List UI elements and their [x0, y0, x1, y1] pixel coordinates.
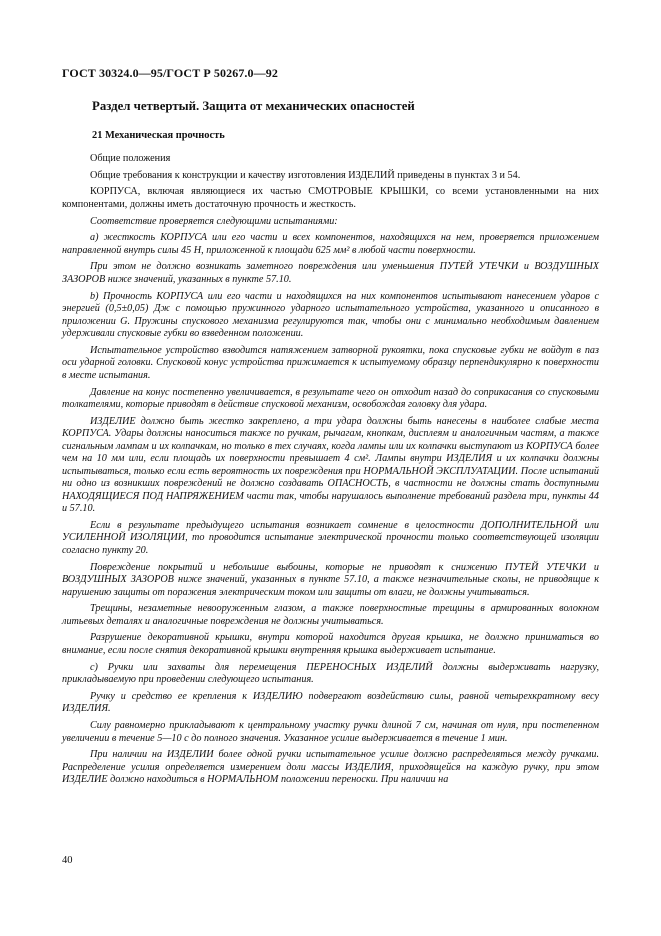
page-number: 40: [62, 855, 73, 866]
paragraph-cone-pressure: Давление на конус постепенно увеличивается, в результате чего он отходит назад до соприкасания со спусковыми толкателями, которые приводят в действие спусковой механизм, освобождая головку для удара.: [62, 386, 599, 410]
paragraph-compliance: Соответствие проверяется следующими испытаниями:: [90, 215, 338, 227]
paragraph-impact-test: b) Прочность КОРПУСА или его части и находящихся на них компонентов испытывают нанесением ударов с энергией (0,5±0,05) Дж с помощью пружинного ударного испытательного устройства, указанного и описанного в приложении G. Пружины спускового механизма регулируются так, чтобы они с минимально необходимым давлением удерживали спусковые губки во взведенном положении.: [62, 290, 599, 340]
paragraph-multiple-handles: При наличии на ИЗДЕЛИИ более одной ручки испытательное усилие должно распределяться между ручками. Распределение усилия определяется измерением доли массы ИЗДЕЛИЯ, приходящейся на каждую ручку, при этом ИЗДЕЛИЕ должно находиться в НОРМАЛЬНОМ положении переноски. При наличии на: [62, 749, 599, 786]
subsection-title: 21 Механическая прочность: [92, 130, 225, 141]
page-header: ГОСТ 30324.0—95/ГОСТ Р 50267.0—92: [62, 66, 278, 80]
paragraph-handles: c) Ручки или захваты для перемещения ПЕРЕНОСНЫХ ИЗДЕЛИЙ должны выдерживать нагрузку, прикладываемую при проведении следующего испытания.: [62, 661, 599, 686]
paragraph-test-device: Испытательное устройство взводится натяжением затворной рукоятки, пока спусковые губки не войдут в паз оси ударной головки. Спусковой конус устройства прижимается к испытуемому образцу перпендикулярно к поверхности в месте испытания.: [62, 344, 599, 381]
paragraph-decorative-cover: Разрушение декоративной крышки, внутри которой находится другая крышка, не должно приниматься во внимание, если после снятия декоративной крышки внутренняя крышка выдерживает испытание.: [62, 632, 599, 656]
paragraph-general-heading: Общие положения: [90, 153, 171, 164]
section-title: Раздел четвертый. Защита от механических опасностей: [92, 99, 415, 113]
paragraph-force-applied: Силу равномерно прикладывают к центральному участку ручки длиной 7 см, начиная от нуля, при постепенном увеличении в течение 5—10 с до полного значения. Указанное усилие выдерживается в течение 1 мин.: [62, 720, 599, 744]
paragraph-enclosures: КОРПУСА, включая являющиеся их частью СМОТРОВЫЕ КРЫШКИ, со всеми установленными на них компонентами, должны иметь достаточную прочность и жесткость.: [62, 186, 599, 210]
paragraph-rigidity-result: При этом не должно возникать заметного повреждения или уменьшения ПУТЕЙ УТЕЧКИ и ВОЗДУШНЫХ ЗАЗОРОВ ниже значений, указанных в пункте 57.10.: [62, 261, 599, 285]
paragraph-coating-damage: Повреждение покрытий и небольшие выбоины, которые не приводят к снижению ПУТЕЙ УТЕЧКИ и ВОЗДУШНЫХ ЗАЗОРОВ ниже значений, указанных в пункте 57.10, а также незначительные сколы, не приводящие к нарушению защиты от поражения электрическим током или защиты от влаги, не должны учитываться.: [62, 561, 599, 598]
paragraph-cracks: Трещины, незаметные невооруженным глазом, а также поверхностные трещины в армированных волокном литьевых деталях и аналогичные повреждения не должны учитываться.: [62, 603, 599, 627]
paragraph-rigidity-test: a) жесткость КОРПУСА или его части и всех компонентов, находящихся на нем, проверяется приложением направленной внутрь силы 45 Н, приложенной к площади 625 мм² в любой части поверхности.: [62, 232, 599, 256]
paragraph-handle-force: Ручку и средство ее крепления к ИЗДЕЛИЮ подвергают воздействию силы, равной четырехкратному весу ИЗДЕЛИЯ.: [62, 690, 599, 715]
paragraph-equipment-fixed: ИЗДЕЛИЕ должно быть жестко закреплено, а три удара должны быть нанесены в наиболее слабые места КОРПУСА. Удары должны наноситься также по ручкам, рычагам, кнопкам, дисплеям и аналогичным частям, а также сигнальным лампам и их колпачкам, но только в тех случаях, когда лампы или их колпачки выступают из КОРПУСА более чем на 10 мм или, если площадь их поверхности превышает 4 см². Лампы внутри ИЗДЕЛИЯ и их колпачки должны испытываться, только если есть вероятность их повреждения при НОРМАЛЬНОЙ ЭКСПЛУАТАЦИИ. После испытаний ни одно из возникших повреждений не должно создавать ОПАСНОСТЬ, в частности не должны стать доступными НАХОДЯЩИЕСЯ ПОД НАПРЯЖЕНИЕМ части так, чтобы нарушалось выполнение требований раздела три, пункты 44 и 57.10.: [62, 415, 599, 515]
paragraph-general-requirements: Общие требования к конструкции и качеству изготовления ИЗДЕЛИЙ приведены в пунктах 3 и 54.: [90, 169, 521, 181]
body-text: [62, 153, 599, 791]
paragraph-insulation-doubt: Если в результате предыдущего испытания возникает сомнение в целостности ДОПОЛНИТЕЛЬНОЙ или УСИЛЕННОЙ ИЗОЛЯЦИИ, то проводится испытание электрической прочности только соответствующей изоляции согласно пункту 20.: [62, 519, 599, 556]
